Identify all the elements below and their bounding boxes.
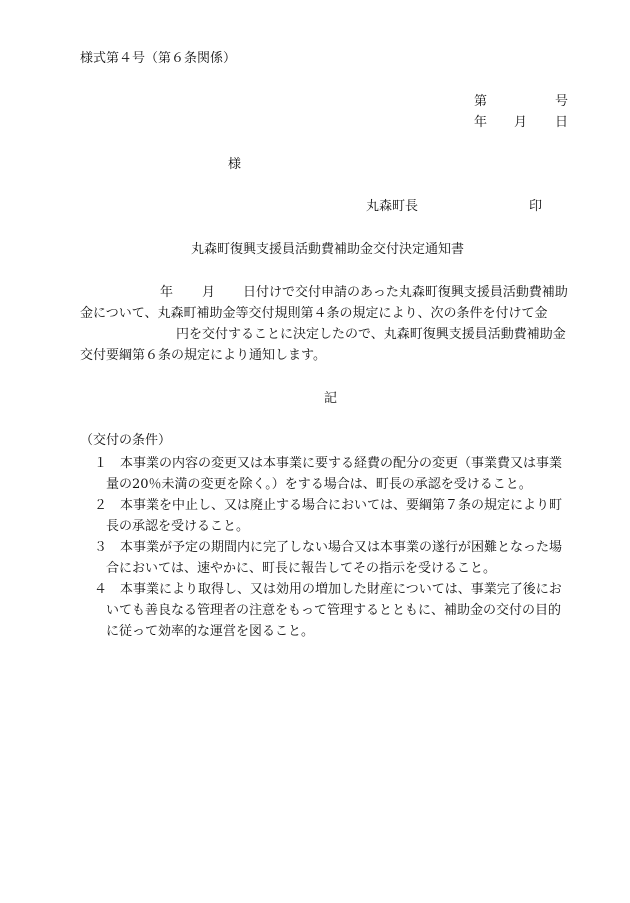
condition-text: 量の20％未満の変更を除く。）をする場合は、町長の承認を受けること。 [106,477,532,492]
ref-dai: 第 [474,94,488,109]
condition-number: １ [94,456,108,471]
form-label: 様式第４号（第６条関係） [80,51,237,66]
body-nen: 年 [160,285,174,300]
body-line-3: 円を交付することに決定したので、丸森町復興支援員活動費補助金 [176,327,566,342]
conditions-heading: （交付の条件） [80,433,172,448]
addressee-suffix: 様 [228,157,242,172]
condition-number: ２ [94,498,108,513]
sender-seal: 印 [529,199,543,214]
condition-text: 本事業を中止し、又は廃止する場合においては、要綱第７条の規定により町 [120,498,563,513]
document-title: 丸森町復興支援員活動費補助金交付決定通知書 [191,242,465,257]
condition-number: ３ [94,540,108,555]
date-hi: 日 [555,115,569,130]
body-tsuki: 月 [202,285,216,300]
condition-text: に従って効率的な運営を図ること。 [106,624,315,639]
date-tsuki: 月 [514,115,528,130]
body-line-2: 金について、丸森町補助金等交付規則第４条の規定により、次の条件を付けて金 [80,306,548,321]
condition-text: いても善良なる管理者の注意をもって管理するとともに、補助金の交付の目的 [106,603,562,618]
date-nen: 年 [474,115,488,130]
condition-text: 本事業が予定の期間内に完了しない場合又は本事業の遂行が困難となった場 [120,540,563,555]
ref-go: 号 [555,94,569,109]
condition-number: ４ [94,582,108,597]
condition-text: 長の承認を受けること。 [106,519,250,534]
body-line-1: 日付けで交付申請のあった丸森町復興支援員活動費補助 [243,285,568,300]
condition-text: 本事業の内容の変更又は本事業に要する経費の配分の変更（事業費又は事業 [120,456,563,471]
condition-text: 合においては、速やかに、町長に報告してその指示を受けること。 [106,561,497,576]
ki-heading: 記 [324,391,338,406]
sender-title: 丸森町長 [366,199,419,214]
body-line-4: 交付要綱第６条の規定により通知します。 [80,348,326,363]
condition-text: 本事業により取得し、又は効用の増加した財産については、事業完了後にお [120,582,562,597]
